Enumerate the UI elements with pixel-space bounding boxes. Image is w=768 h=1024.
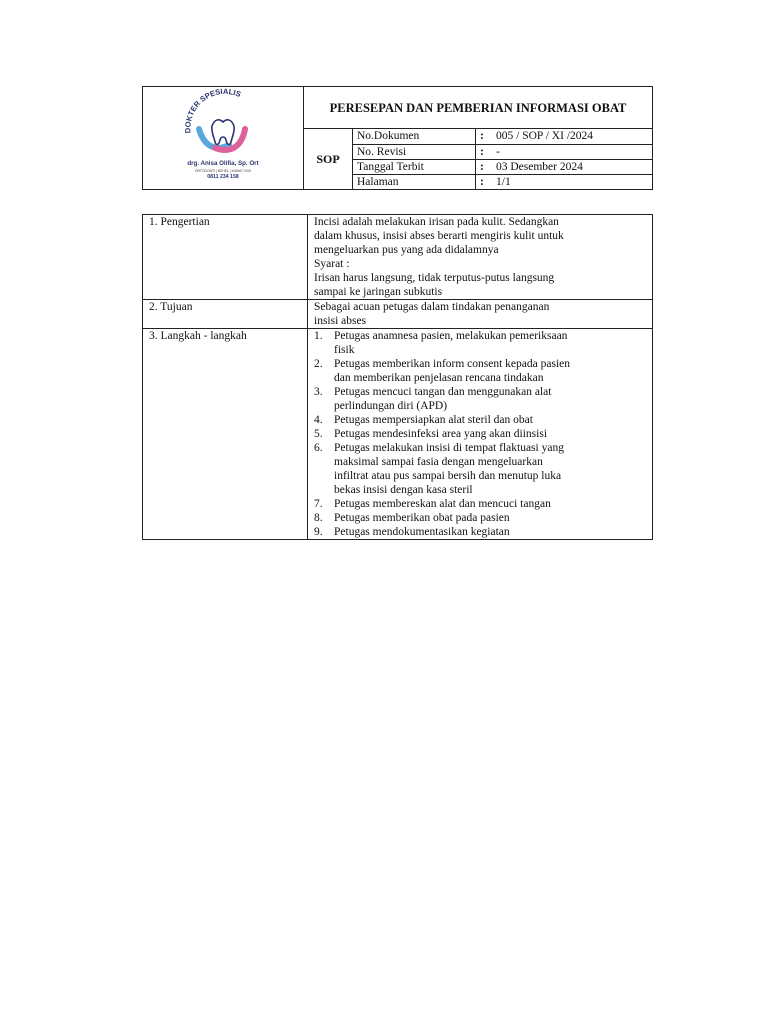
step-line: bekas insisi dengan kasa steril <box>334 484 473 496</box>
logo-subtitle: ORTODONTI | BEHEL | KAWAT GIGI <box>194 169 252 173</box>
step-item <box>314 511 646 525</box>
meta-label-halaman: Halaman <box>353 174 476 189</box>
tooth-logo-icon <box>143 88 303 188</box>
step-text <box>334 497 646 511</box>
meta-value-halaman: : 1/1 <box>476 174 653 189</box>
step-item <box>314 385 646 413</box>
step-number: 9. <box>314 526 323 538</box>
step-number: 3. <box>314 386 323 398</box>
step-line: Petugas mencuci tangan dan menggunakan alat <box>334 386 552 398</box>
step-line: Petugas anamnesa pasien, melakukan pemeriksaan <box>334 330 568 342</box>
step-line: fisik <box>334 344 355 356</box>
section-body-langkah <box>308 329 653 540</box>
logo-cell <box>143 87 304 190</box>
step-line: maksimal sampai fasia dengan mengeluarkan <box>334 456 543 468</box>
step-line: Petugas mempersiapkan alat steril dan obat <box>334 414 533 426</box>
step-number: 2. <box>314 358 323 370</box>
meta-label-no-dokumen: No.Dokumen <box>353 129 476 144</box>
step-number: 6. <box>314 442 323 454</box>
step-text <box>334 413 646 427</box>
sop-content-table <box>142 214 653 540</box>
logo-phone: 0811 234 158 <box>207 174 239 180</box>
section-pengertian <box>143 215 653 300</box>
step-number: 8. <box>314 512 323 524</box>
section-body-pengertian <box>308 215 653 300</box>
pengertian-line: Irisan harus langsung, tidak terputus-putus langsung <box>314 272 555 284</box>
step-text <box>334 427 646 441</box>
step-line: Petugas melakukan insisi di tempat flaktuasi yang <box>334 442 564 454</box>
section-label-langkah: 3. Langkah - langkah <box>143 329 308 540</box>
step-text <box>334 329 646 357</box>
step-item <box>314 525 646 539</box>
step-line: Petugas memberikan obat pada pasien <box>334 512 510 524</box>
logo-doctor-name: drg. Anisa Olifia, Sp. Ort <box>187 160 259 167</box>
logo-arc-text: DOKTER SPESIALIS <box>183 88 243 134</box>
meta-value-no-dokumen: : 005 / SOP / XI /2024 <box>476 129 653 144</box>
step-line: perlindungan diri (APD) <box>334 400 448 412</box>
section-body-tujuan <box>308 300 653 329</box>
pengertian-line: dalam khusus, insisi abses berarti mengiris kulit untuk <box>314 230 564 242</box>
step-number: 7. <box>314 498 323 510</box>
pengertian-line: Syarat : <box>314 258 350 270</box>
step-item <box>314 357 646 385</box>
step-item <box>314 441 646 497</box>
step-item <box>314 329 646 357</box>
tujuan-line: insisi abses <box>314 315 367 327</box>
step-text <box>334 525 646 539</box>
document-title: PERESEPAN DAN PEMBERIAN INFORMASI OBAT <box>304 87 653 129</box>
step-item <box>314 427 646 441</box>
step-line: Petugas memberikan inform consent kepada pasien <box>334 358 570 370</box>
section-label-pengertian: 1. Pengertian <box>143 215 308 300</box>
step-item <box>314 413 646 427</box>
pengertian-line: mengeluarkan pus yang ada didalamnya <box>314 244 499 256</box>
step-line: dan memberikan penjelasan rencana tindakan <box>334 372 544 384</box>
step-line: infiltrat atau pus sampai bersih dan menutup luka <box>334 470 562 482</box>
meta-label-tanggal-terbit: Tanggal Terbit <box>353 159 476 174</box>
meta-value-tanggal-terbit: : 03 Desember 2024 <box>476 159 653 174</box>
clinic-logo <box>143 88 303 188</box>
steps-list <box>314 329 646 539</box>
pengertian-line: sampai ke jaringan subkutis <box>314 286 443 298</box>
step-line: Petugas mendesinfeksi area yang akan diinsisi <box>334 428 548 440</box>
step-text <box>334 511 646 525</box>
pengertian-line: Incisi adalah melakukan irisan pada kulit. Sedangkan <box>314 216 559 228</box>
tujuan-line: Sebagai acuan petugas dalam tindakan penanganan <box>314 301 550 313</box>
step-number: 1. <box>314 330 323 342</box>
section-tujuan <box>143 300 653 329</box>
step-text <box>334 357 646 385</box>
step-text <box>334 441 646 497</box>
step-line: Petugas membereskan alat dan mencuci tangan <box>334 498 551 510</box>
sop-header-table <box>142 86 653 190</box>
section-label-tujuan: 2. Tujuan <box>143 300 308 329</box>
step-line: Petugas mendokumentasikan kegiatan <box>334 526 510 538</box>
meta-label-no-revisi: No. Revisi <box>353 144 476 159</box>
step-item <box>314 497 646 511</box>
meta-value-no-revisi: : - <box>476 144 653 159</box>
step-text <box>334 385 646 413</box>
section-langkah <box>143 329 653 540</box>
step-number: 5. <box>314 428 323 440</box>
step-number: 4. <box>314 414 323 426</box>
sop-label: SOP <box>304 129 353 190</box>
